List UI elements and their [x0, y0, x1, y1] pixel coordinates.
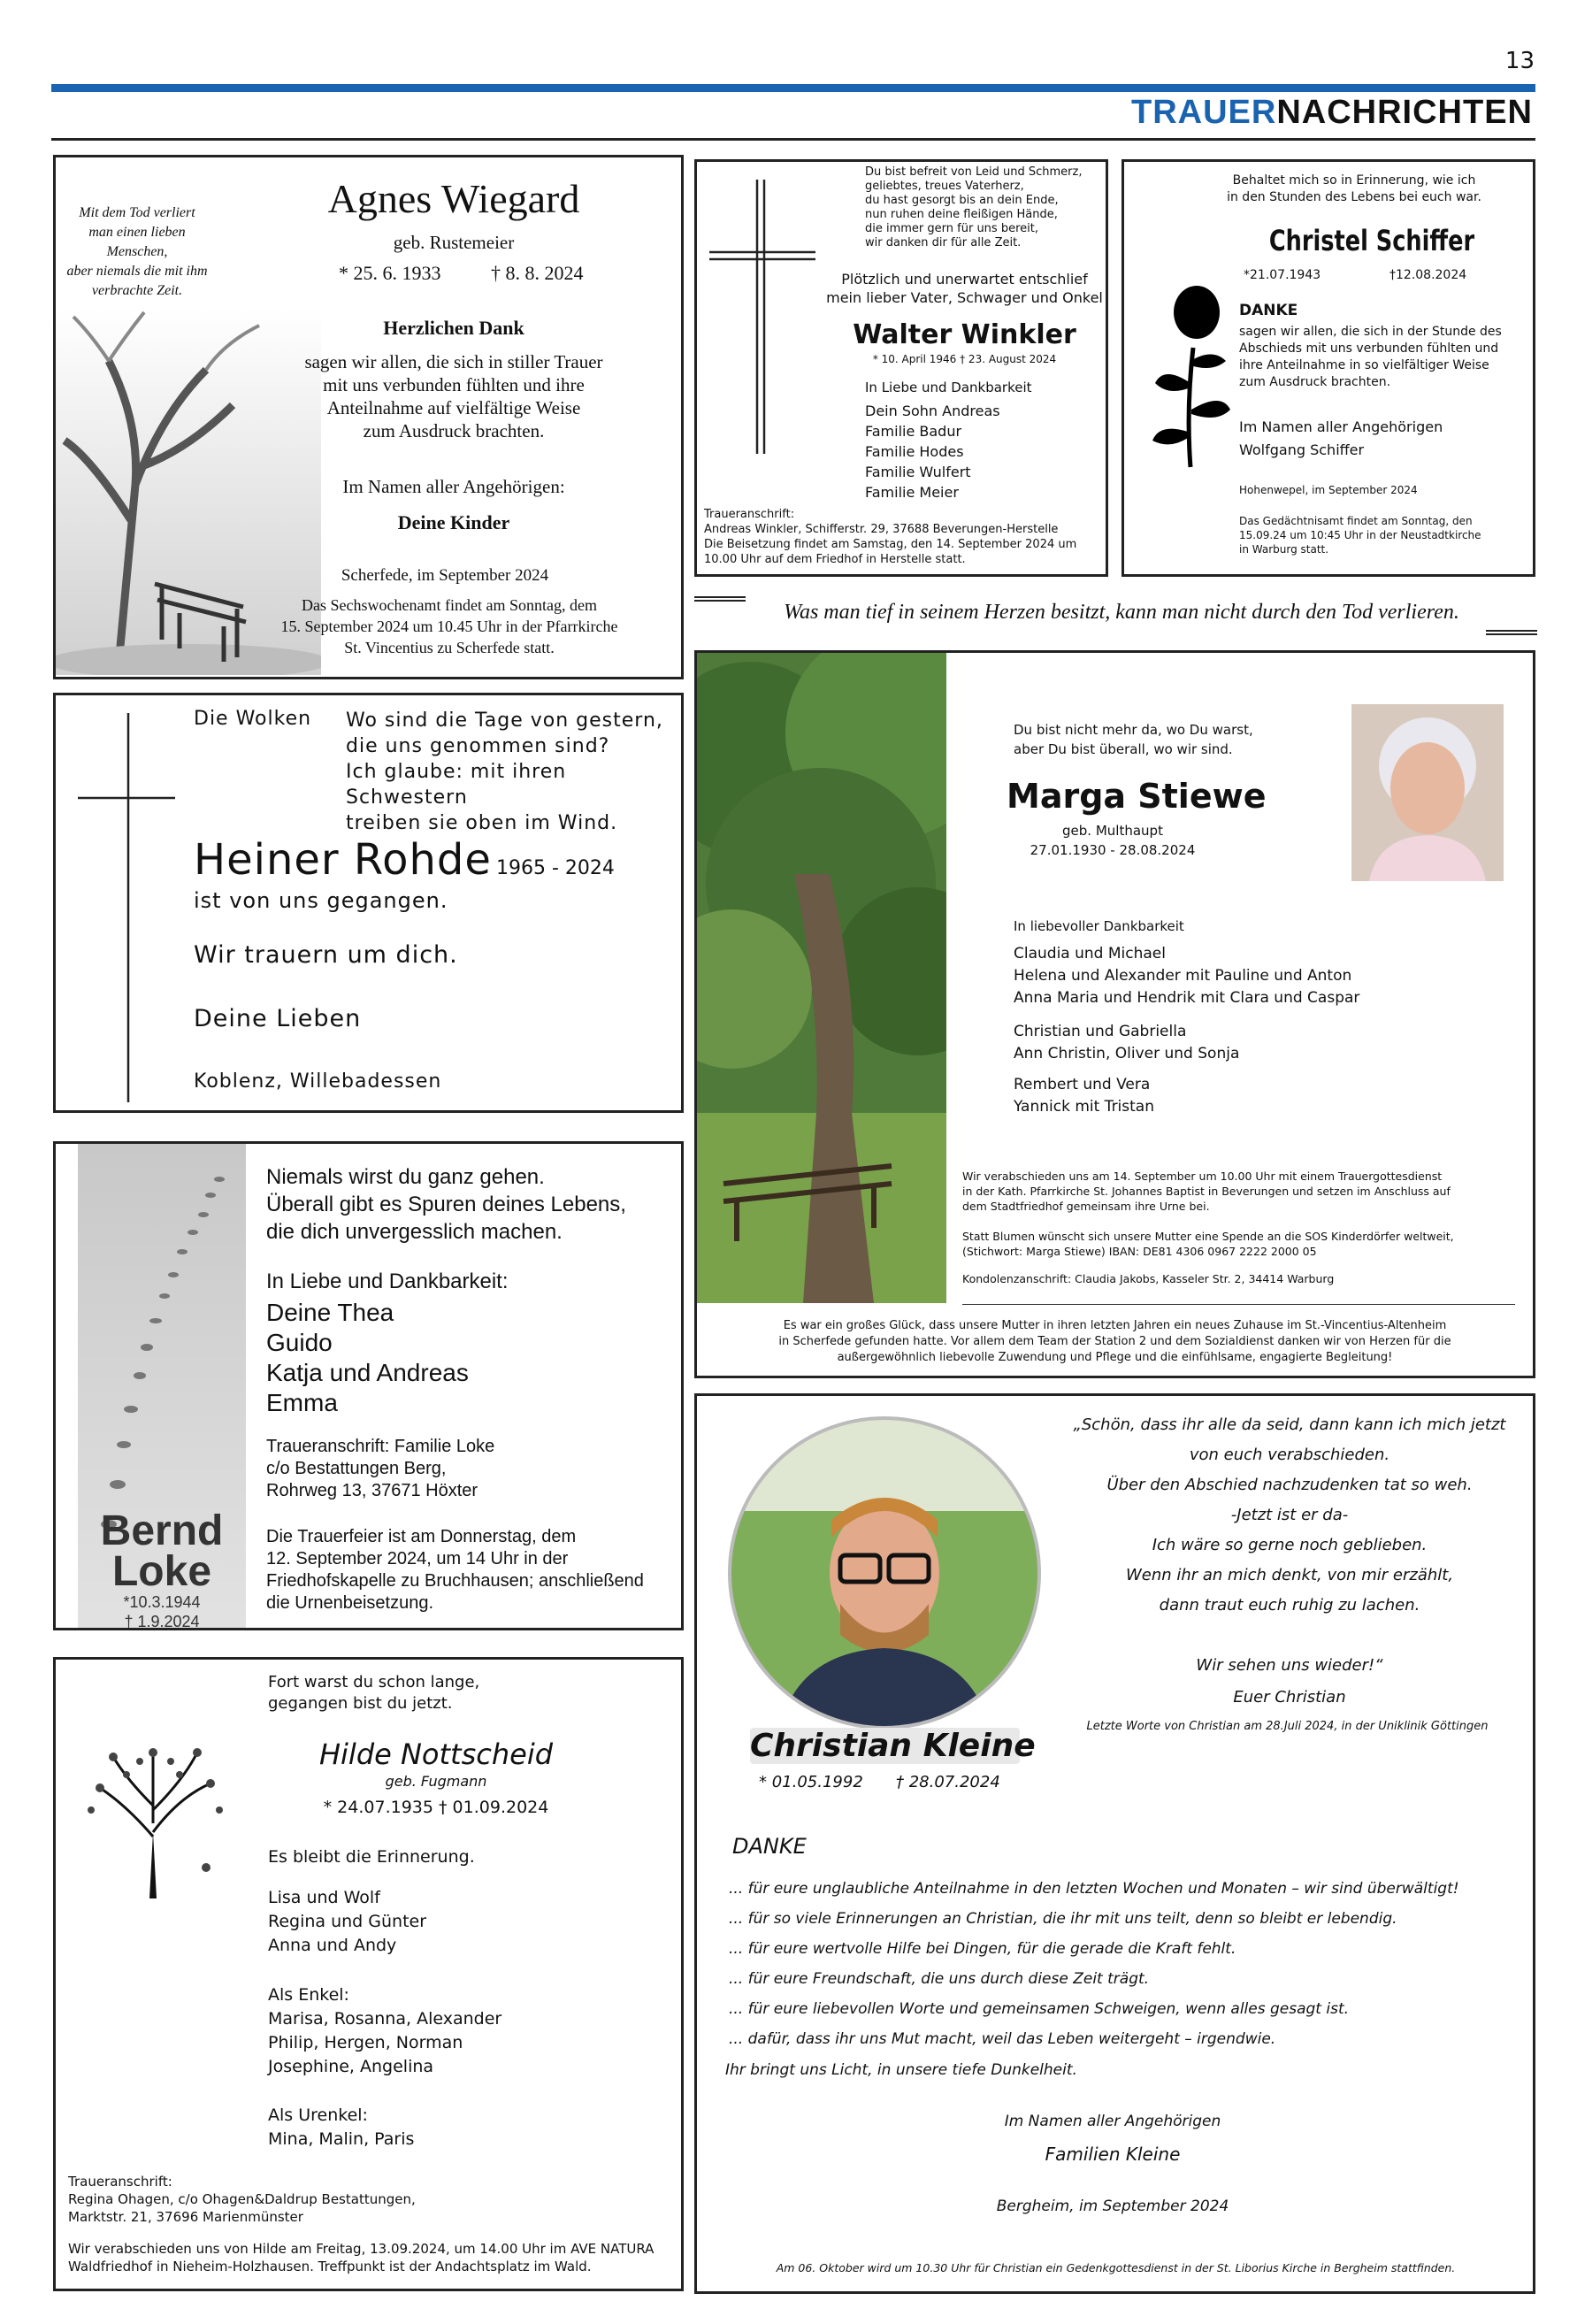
- wiegard-name: Agnes Wiegard: [327, 176, 580, 221]
- nottscheid-grandchildren: Als Enkel: Marisa, Rosanna, Alexander Philip, Hergen, Norman Josephine, Angelina: [268, 1985, 502, 2076]
- notice-nottscheid: [53, 1657, 684, 2291]
- cross-icon: [709, 180, 815, 454]
- loke-death: † 1.9.2024: [124, 1613, 200, 1630]
- wiegard-on-behalf: Im Namen aller Angehörigen:: [342, 476, 565, 497]
- notice-stiewe: [694, 650, 1535, 1378]
- kleine-thanks: ... für eure unglaubliche Anteilnahme in den letzten Wochen und Monaten – wir sind überwältigt! ... für so viele Erinnerungen an Christian, die ihr mit uns teilt, denn so bleibt er lebendig. ... für eure wertvolle Hilfe bei Dingen, für die gerade die Kraft fehlt. ... für eure Freundschaft, die uns durch diese Zeit trägt. ... für eure liebevollen Worte und gemeinsamen Schweigen, wenn alles gesagt ist. ... dafür, dass ihr uns Mut macht, weil das Leben weitergeht – irgendwie.: [729, 1880, 1459, 2048]
- schiffer-place-date: Hohenwepel, im September 2024: [1239, 484, 1418, 496]
- stiewe-footer: Es war ein großes Glück, dass unsere Mutter in ihren letzten Jahren ein neues Zuhause im St.-Vincentius-Altenheim in Scherfede gefunden hatte. Vor allem dem Team der Station 2 und dem Sozialdienst danken wir von Herzen für die außergewöhnlich liebevolle Zuwendung und Pflege und die einfühlsame, engagierte Begleitung!: [778, 1319, 1451, 1364]
- schiffer-notice: Das Gedächtnisamt findet am Sonntag, den 15.09.24 um 10:45 Uhr in der Neustadtkirche in Warburg statt.: [1239, 515, 1481, 556]
- wiegard-heading: Herzlichen Dank: [383, 317, 524, 339]
- stiewe-maiden: geb. Multhaupt: [1062, 823, 1163, 839]
- kleine-signature: Familien Kleine: [1045, 2144, 1181, 2165]
- nottscheid-memory: Es bleibt die Erinnerung.: [268, 1847, 475, 1867]
- rohde-label: Die Wolken: [194, 708, 312, 730]
- section-title-suffix: NACHRICHTEN: [1276, 94, 1533, 131]
- stiewe-name: Marga Stiewe: [1007, 777, 1267, 816]
- kleine-on-behalf: Im Namen aller Angehörigen: [1004, 2113, 1221, 2130]
- portrait-photo: [725, 1414, 1044, 1732]
- kleine-last-words: Letzte Worte von Christian am 28.Juli 2024, in der Uniklinik Göttingen: [1086, 1720, 1489, 1733]
- kleine-heading: DANKE: [732, 1834, 807, 1859]
- stiewe-condolence: Kondolenzanschrift: Claudia Jakobs, Kasseler Str. 2, 34414 Warburg: [962, 1272, 1335, 1285]
- schiffer-text: sagen wir allen, die sich in der Stunde des Abschieds mit uns verbunden fühlten und ihre Anteilnahme in so vielfältiger Weise zum Ausdruck brachten.: [1239, 325, 1502, 389]
- rohde-poem: Wo sind die Tage von gestern, die uns genommen sind? Ich glaube: mit ihren Schwestern treiben sie oben im Wind.: [346, 709, 663, 834]
- banner-rule-right: [1486, 630, 1537, 635]
- rohde-place: Koblenz, Willebadessen: [194, 1070, 442, 1093]
- notice-wiegard: [53, 155, 684, 679]
- schiffer-signature: Wolfgang Schiffer: [1239, 441, 1365, 458]
- rohde-name: Heiner Rohde: [194, 835, 492, 885]
- kleine-footer: Am 06. Oktober wird um 10.30 Uhr für Christian ein Gedenkgottesdienst in der St. Liborius Kirche in Bergheim stattfinden.: [776, 2261, 1456, 2274]
- wiegard-place-date: Scherfede, im September 2024: [341, 566, 549, 585]
- wiegard-death: † 8. 8. 2024: [491, 262, 584, 284]
- stiewe-donation: Statt Blumen wünscht sich unsere Mutter eine Spende an die SOS Kinderdörfer weltweit, (Stichwort: Marga Stiewe) IBAN: DE81 4306 0967 2222 2000 05: [962, 1230, 1454, 1258]
- winkler-mourners: Dein Sohn Andreas Familie Badur Familie Hodes Familie Wulfert Familie Meier: [865, 403, 1000, 501]
- nottscheid-notice: Wir verabschieden uns von Hilde am Freitag, 13.09.2024, um 14.00 Uhr im AVE NATURA Waldfriedhof in Nieheim-Holzhausen. Treffpunkt ist der Andachtsplatz im Wald.: [68, 2241, 655, 2274]
- rohde-mourn: Wir trauern um dich.: [194, 941, 458, 969]
- stiewe-divider: [962, 1304, 1515, 1305]
- stiewe-mourners-intro: In liebevoller Dankbarkeit: [1014, 918, 1184, 934]
- rohde-years: 1965 - 2024: [495, 857, 615, 879]
- notice-kleine: [694, 1393, 1535, 2294]
- rohde-gone: ist von uns gegangen.: [194, 888, 448, 913]
- wiegard-quote: Mit dem Tod verliert man einen lieben Menschen, aber niemals die mit ihm verbrachte Zeit.: [66, 205, 208, 298]
- cross-icon: [78, 713, 175, 1102]
- schiffer-heading: DANKE: [1239, 302, 1298, 319]
- stiewe-group-3: Rembert und Vera Yannick mit Tristan: [1014, 1076, 1154, 1116]
- winkler-name: Walter Winkler: [853, 319, 1076, 350]
- loke-birth: *10.3.1944: [123, 1593, 201, 1611]
- wiegard-birth: * 25. 6. 1933: [339, 262, 441, 284]
- winkler-poem: Du bist befreit von Leid und Schmerz, geliebtes, treues Vaterherz, du hast gesorgt bis an dein Ende, nun ruhen deine fleißigen Hände, die immer gern für uns bereit, wir danken dir für alle Zeit.: [865, 165, 1083, 249]
- notice-schiffer: [1122, 159, 1535, 577]
- banner-rule-left: [694, 596, 746, 602]
- schiffer-on-behalf: Im Namen aller Angehörigen: [1239, 418, 1443, 435]
- wiegard-signature: Deine Kinder: [397, 511, 510, 533]
- header-rule: [51, 84, 1535, 92]
- kleine-birth: * 01.05.1992: [759, 1773, 863, 1791]
- winkler-intro: Plötzlich und unerwartet entschlief mein lieber Vater, Schwager und Onkel: [826, 271, 1103, 306]
- rohde-signature: Deine Lieben: [194, 1005, 362, 1032]
- stiewe-quote: Du bist nicht mehr da, wo Du warst, aber Du bist überall, wo wir sind.: [1014, 722, 1253, 757]
- rohde-name-line: [194, 835, 615, 885]
- stiewe-dates: 27.01.1930 - 28.08.2024: [1030, 842, 1196, 858]
- loke-first-name: Bernd: [100, 1507, 224, 1554]
- nottscheid-maiden: geb. Fugmann: [385, 1773, 487, 1790]
- banner-quote: Was man tief in seinem Herzen besitzt, kann man nicht durch den Tod verlieren.: [784, 601, 1459, 624]
- page-number: 13: [1504, 48, 1535, 74]
- willow-tree-photo: [697, 653, 946, 1303]
- nottscheid-children: Lisa und Wolf Regina und Günter Anna und Andy: [268, 1888, 427, 1955]
- stiewe-group-1: Claudia und Michael Helena und Alexander mit Pauline und Anton Anna Maria und Hendrik mit Clara und Caspar: [1014, 945, 1360, 1007]
- loke-last-name: Loke: [111, 1548, 212, 1595]
- schiffer-death: †12.08.2024: [1389, 268, 1467, 282]
- wiegard-notice: Das Sechswochenamt findet am Sonntag, dem 15. September 2024 um 10.45 Uhr in der Pfarrkirche St. Vincentius zu Scherfede statt.: [280, 596, 618, 656]
- header-underline: [51, 138, 1535, 141]
- kleine-death: † 28.07.2024: [896, 1773, 1000, 1791]
- wiegard-maiden: geb. Rustemeier: [393, 232, 515, 253]
- stiewe-service: Wir verabschieden uns am 14. September um 10.00 Uhr mit einem Trauergottesdienst in der Kath. Pfarrkirche St. Johannes Baptist in Beverungen und setzen im Anschluss auf dem Stadtfriedhof gemeinsam ihre Urne bei.: [962, 1170, 1451, 1213]
- kleine-poem: „Schön, dass ihr alle da seid, dann kann ich mich jetzt von euch verabschieden. Über den Abschied nachzudenken tat so weh. -Jetzt ist er da- Ich wäre so gerne noch geblieben. Wenn ihr an mich denkt, von mir erzählt, dann traut euch ruhig zu lachen.: [1073, 1415, 1506, 1615]
- schiffer-name: Christel Schiffer: [1268, 224, 1475, 257]
- portrait-photo: [1351, 704, 1504, 881]
- notice-rohde: [53, 693, 684, 1113]
- winkler-mourners-intro: In Liebe und Dankbarkeit: [865, 380, 1032, 395]
- notice-winkler: [694, 159, 1108, 577]
- loke-address: Traueranschrift: Familie Loke c/o Bestattungen Berg, Rohrweg 13, 37671 Höxter: [266, 1437, 495, 1500]
- tree-icon: [65, 1726, 241, 1903]
- kleine-closing: Ihr bringt uns Licht, in unsere tiefe Dunkelheit.: [725, 2061, 1077, 2079]
- kleine-place-date: Bergheim, im September 2024: [996, 2197, 1229, 2215]
- kleine-name: Christian Kleine: [750, 1728, 1036, 1764]
- kleine-signed: Euer Christian: [1233, 1688, 1346, 1707]
- nottscheid-address: Traueranschrift: Regina Ohagen, c/o Ohagen&Daldrup Bestattungen, Marktstr. 21, 37696 Marienmünster: [68, 2174, 416, 2225]
- schiffer-birth: *21.07.1943: [1244, 268, 1321, 282]
- loke-notice: Die Trauerfeier ist am Donnerstag, dem 12. September 2024, um 14 Uhr in der Friedhofskapelle zu Bruchhausen; anschließend die Urnenbeisetzung.: [266, 1527, 644, 1613]
- section-title: [1131, 94, 1533, 132]
- rose-icon: [1142, 277, 1239, 472]
- nottscheid-great-grandchildren: Als Urenkel: Mina, Malin, Paris: [268, 2105, 415, 2149]
- nottscheid-intro: Fort warst du schon lange, gegangen bist du jetzt.: [268, 1673, 480, 1713]
- loke-poem: Niemals wirst du ganz gehen. Überall gibt es Spuren deines Lebens, die dich unvergesslich machen.: [266, 1165, 626, 1244]
- wiegard-text: sagen wir allen, die sich in stiller Trauer mit uns verbunden fühlten und ihre Anteilnahme auf vielfältige Weise zum Ausdruck brachten.: [304, 351, 603, 441]
- section-title-prefix: TRAUER: [1131, 94, 1277, 131]
- winkler-address: Traueranschrift: Andreas Winkler, Schifferstr. 29, 37688 Beverungen-Herstelle Die Beisetzung findet am Samstag, den 14. September 2024 um 10.00 Uhr auf dem Friedhof in Herstelle statt.: [704, 508, 1077, 566]
- kleine-see-you: Wir sehen uns wieder!“: [1196, 1656, 1383, 1675]
- nottscheid-name: Hilde Nottscheid: [318, 1737, 554, 1771]
- loke-mourners: Deine Thea Guido Katja und Andreas Emma: [266, 1299, 469, 1416]
- stiewe-group-2: Christian und Gabriella Ann Christin, Oliver und Sonja: [1014, 1023, 1240, 1062]
- loke-mourners-intro: In Liebe und Dankbarkeit:: [266, 1269, 509, 1293]
- notice-loke: [53, 1141, 684, 1630]
- nottscheid-dates: * 24.07.1935 † 01.09.2024: [323, 1798, 549, 1817]
- winkler-dates: * 10. April 1946 † 23. August 2024: [872, 353, 1057, 365]
- schiffer-quote: Behaltet mich so in Erinnerung, wie ich in den Stunden des Lebens bei euch war.: [1227, 173, 1481, 204]
